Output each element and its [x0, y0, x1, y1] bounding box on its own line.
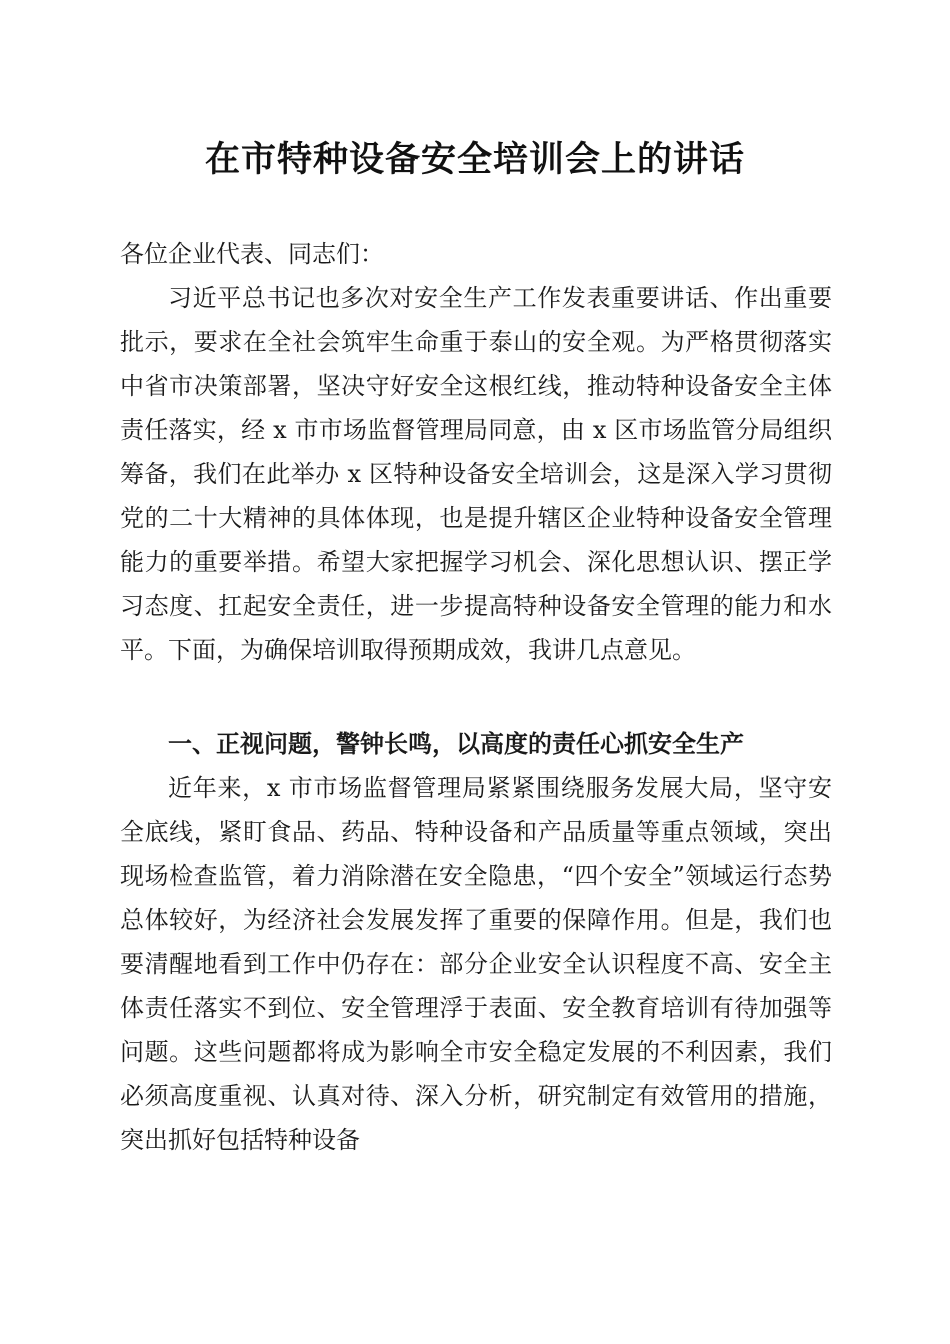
document-title: 在市特种设备安全培训会上的讲话: [204, 139, 745, 180]
section-1-paragraph: 近年来，x 市市场监督管理局紧紧围绕服务发展大局，坚守安全底线，紧盯食品、药品、特种设备和产品质量等重点领域，突出现场检查监管，着力消除潜在安全隐患，“四个安全”领域运行态势总体较好，为经济社会发展发挥了重要的保障作用。但是，我们也要清醒地看到工作中仍存在：部分企业安全认识程度不高、安全主体责任落实不到位、安全管理浮于表面、安全教育培训有待加强等问题。这些问题都将成为影响全市安全稳定发展的不利因素，我们必须高度重视、认真对待、深入分析，研究制定有效管用的措施，突出抓好包括特种设备: [120, 774, 832, 1154]
salutation: 各位企业代表、同志们：: [120, 240, 384, 268]
section-heading-1: 一、正视问题，警钟长鸣，以高度的责任心抓安全生产: [168, 730, 744, 758]
body-paragraph-1: 习近平总书记也多次对安全生产工作发表重要讲话、作出重要批示，要求在全社会筑牢生命重于泰山的安全观。为严格贯彻落实中省市决策部署，坚决守好安全这根红线，推动特种设备安全主体责任落实，经 x 市市场监督管理局同意，由 x 区市场监管分局组织筹备，我们在此举办 x 区特种设备安全培训会，这是深入学习贯彻党的二十大精神的具体体现，也是提升辖区企业特种设备安全管理能力的重要举措。希望大家把握学习机会、深化思想认识、摆正学习态度、扛起安全责任，进一步提高特种设备安全管理的能力和水平。下面，为确保培训取得预期成效，我讲几点意见。: [120, 284, 832, 664]
